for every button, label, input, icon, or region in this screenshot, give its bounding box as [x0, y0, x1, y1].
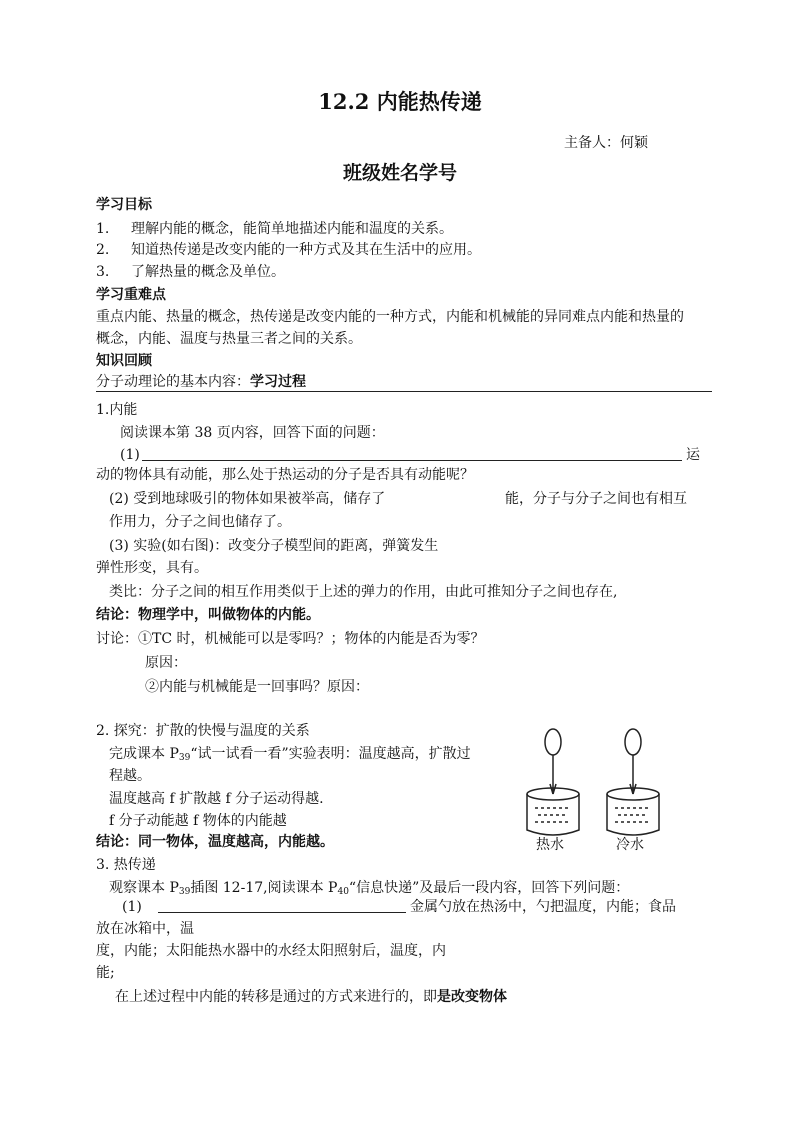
- cold-water-beaker: [607, 788, 659, 835]
- section3-q1-d: 能;: [96, 965, 115, 981]
- section3-q1-prefix: (1): [122, 899, 142, 915]
- beakers-illustration: [518, 726, 698, 838]
- diffusion-figure: [518, 726, 698, 856]
- goal-num-1: 1.: [96, 221, 110, 237]
- goal-num-2: 2.: [96, 242, 110, 258]
- section3-q1-b: 放在冰箱中，温: [96, 921, 194, 937]
- section2-line-2: 程越。: [109, 768, 151, 784]
- goal-text-1: 理解内能的概念，能简单地描述内能和温度的关系。: [131, 221, 453, 237]
- q3-text-a: (3) 实验(如右图)：改变分子模型间的距离，弹簧发生: [109, 538, 439, 554]
- section3-heading: 3. 热传递: [96, 857, 156, 873]
- discuss-text-b: 原因：: [145, 655, 187, 671]
- q2-text-b: 能，分子与分子之间也有相互: [505, 491, 687, 507]
- q2-text-c: 作用力，分子之间也储存了。: [109, 514, 291, 530]
- hot-water-dropper: [545, 729, 561, 794]
- goal-text-2: 知道热传递是改变内能的一种方式及其在生活中的应用。: [131, 242, 481, 258]
- section3-page-sub-2: 40: [337, 887, 349, 897]
- goal-text-3: 了解热量的概念及单位。: [131, 264, 285, 280]
- process-heading: 学习过程: [250, 374, 306, 390]
- section2-line1-a: 完成课本 P: [109, 746, 179, 762]
- class-name-number-line: 班级姓名学号: [342, 162, 457, 184]
- q1-blank: [142, 460, 682, 461]
- hot-water-beaker: [527, 788, 579, 835]
- section1-conclusion: 结论：物理学中，叫做物体的内能。: [96, 607, 320, 623]
- discuss-text-a: 讨论：①TC 时，机械能可以是零吗？；物体的内能是否为零？: [96, 631, 485, 647]
- cold-water-dropper: [625, 729, 641, 794]
- section3-last-a: 在上述过程中内能的转移是通过的方式来进行的，即: [115, 989, 437, 1005]
- section3-q1-a: 金属勺放在热汤中，勺把温度，内能；食品: [410, 899, 676, 915]
- review-heading: 知识回顾: [96, 353, 152, 369]
- q2-text-a: (2) 受到地球吸引的物体如果被举高，储存了: [109, 491, 386, 507]
- section3-last-line: [115, 988, 507, 1006]
- section2-heading: 2. 探究：扩散的快慢与温度的关系: [96, 723, 310, 739]
- section-divider: [96, 391, 712, 392]
- page-title: 12.2 内能热传递: [318, 89, 482, 114]
- section2-page-sub: 39: [178, 753, 191, 763]
- analogy-text: 类比：分子之间的相互作用类似于上述的弹力的作用，由此可推知分子之间也存在,: [109, 584, 618, 600]
- q1-continued: 动的物体具有动能，那么处于热运动的分子是否具有动能呢？: [96, 467, 474, 483]
- key-line-1: 重点内能、热量的概念，热传递是改变内能的一种方式，内能和机械能的异同难点内能和热量的: [96, 309, 684, 325]
- review-line: [96, 373, 306, 391]
- q1-prefix: (1): [120, 447, 140, 463]
- section2-line-1: [109, 745, 471, 767]
- review-text: 分子动理论的基本内容：: [96, 374, 250, 390]
- section1-heading: 1.内能: [96, 402, 138, 418]
- q1-suffix: 运: [686, 447, 700, 463]
- goal-num-3: 3.: [96, 264, 110, 280]
- cold-water-label: 冷水: [616, 837, 644, 853]
- hot-water-label: 热水: [536, 837, 564, 853]
- q3-text-b: 弹性形变，具有。: [96, 560, 208, 576]
- section3-line1-c: “信息快递”及最后一段内容，回答下列问题：: [348, 880, 630, 896]
- section2-conclusion: 结论：同一物体，温度越高，内能越。: [96, 834, 334, 850]
- discuss-text-c: ②内能与机械能是一回事吗？原因：: [145, 679, 369, 695]
- section3-q1-blank: [158, 912, 406, 913]
- author-line: 主备人：何颖: [564, 135, 648, 151]
- section3-line1-b: 插图 12-17,阅读课本 P: [190, 880, 338, 896]
- section3-q1-c: 度，内能；太阳能热水器中的水经太阳照射后，温度，内: [96, 943, 446, 959]
- section3-line1-a: 观察课本 P: [109, 880, 179, 896]
- section3-last-b: 是改变物体: [437, 989, 507, 1005]
- section2-line1-b: “试一试看一看”实验表明：温度越高，扩散过: [190, 746, 471, 762]
- goals-heading: 学习目标: [96, 197, 152, 213]
- key-line-2: 概念，内能、温度与热量三者之间的关系。: [96, 331, 362, 347]
- section2-line-3: 温度越高 f 扩散越 f 分子运动得越.: [109, 791, 324, 807]
- section2-line-4: f 分子动能越 f 物体的内能越: [109, 813, 287, 829]
- section3-page-sub-1: 39: [178, 887, 191, 897]
- key-heading: 学习重难点: [96, 287, 166, 303]
- section1-intro: 阅读课本第 38 页内容，回答下面的问题：: [120, 425, 385, 441]
